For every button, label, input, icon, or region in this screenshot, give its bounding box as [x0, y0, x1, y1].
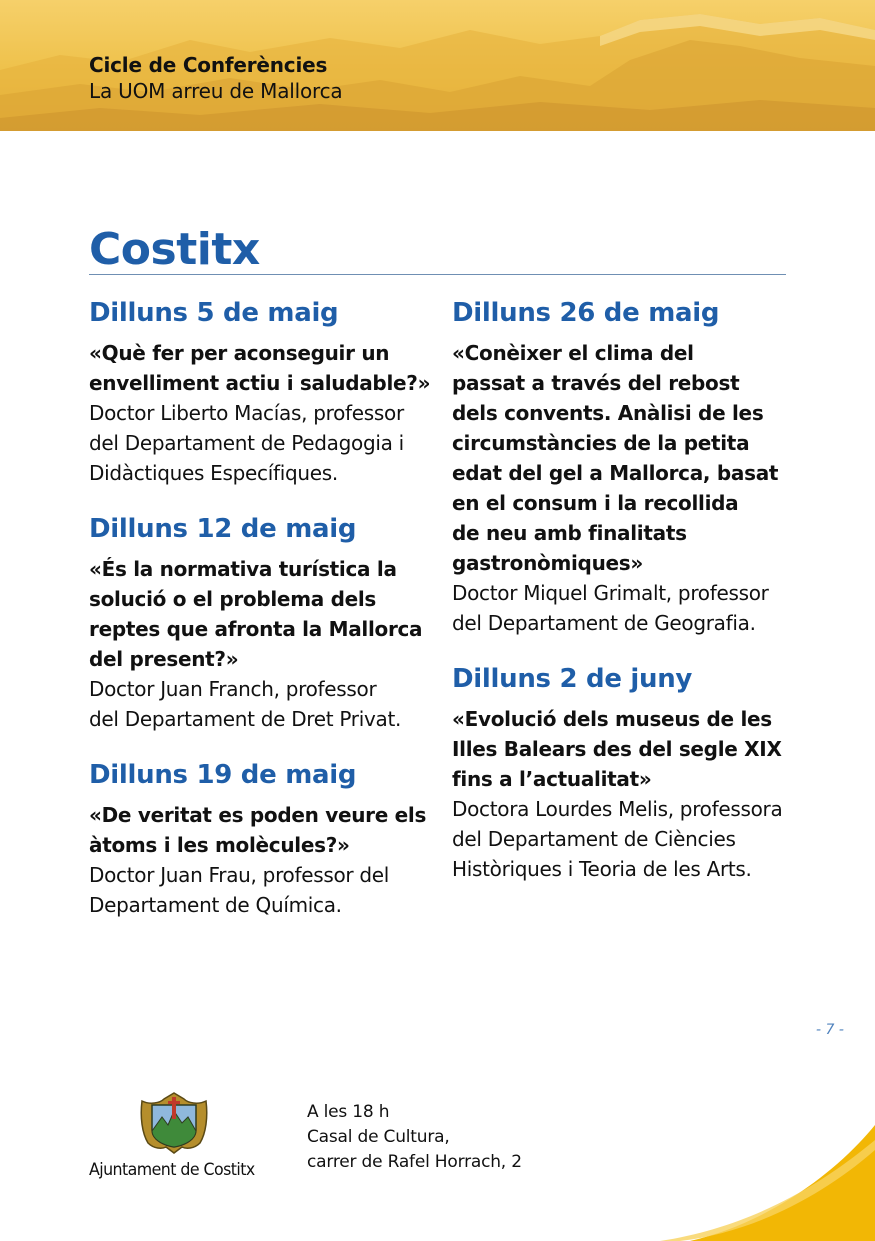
- speaker-info: Doctor Miquel Grimalt, professor del Departament de Geografia.: [452, 581, 769, 635]
- venue-info: [307, 1100, 522, 1175]
- speaker-info: Doctor Liberto Macías, professor del Departament de Pedagogia i Didàctiques Específiques.: [89, 401, 404, 485]
- town-title: Costitx: [89, 224, 260, 275]
- talk-title: «De veritat es poden veure els àtoms i les molècules?»: [89, 803, 427, 857]
- event-date: Dilluns 5 de maig: [89, 298, 339, 328]
- talk-title: «Què fer per aconseguir un envelliment actiu i saludable?»: [89, 341, 431, 395]
- municipality-name: Ajuntament de Costitx: [89, 1160, 255, 1180]
- event-date: Dilluns 26 de maig: [452, 298, 720, 328]
- talk-title: «Evolució dels museus de les Illes Balears des del segle XIX fins a l’actualitat»: [452, 707, 782, 791]
- venue-address: carrer de Rafel Horrach, 2: [307, 1152, 522, 1172]
- event-date: Dilluns 2 de juny: [452, 664, 693, 694]
- speaker-info: Doctor Juan Frau, professor del Departament de Química.: [89, 863, 390, 917]
- series-subtitle: La UOM arreu de Mallorca: [89, 79, 343, 103]
- event-date: Dilluns 19 de maig: [89, 760, 357, 790]
- municipal-crest-icon: [138, 1087, 210, 1157]
- event-time: A les 18 h: [307, 1102, 390, 1122]
- event-date: Dilluns 12 de maig: [89, 514, 357, 544]
- speaker-info: Doctor Juan Franch, professor del Departament de Dret Privat.: [89, 677, 402, 731]
- talk-title: «És la normativa turística la solució o el problema dels reptes que afronta la Mallorca del present?»: [89, 557, 423, 671]
- venue-name: Casal de Cultura,: [307, 1127, 450, 1147]
- speaker-info: Doctora Lourdes Melis, professora del Departament de Ciències Històriques i Teoria de les Arts.: [452, 797, 783, 881]
- series-title: Cicle de Conferències: [89, 53, 328, 77]
- talk-title: «Conèixer el clima del passat a través del rebost dels convents. Anàlisi de les circumstàncies de la petita edat del gel a Mallorca, basat en el consum i la recollida de neu amb finalitats gastronòmiques»: [452, 341, 779, 575]
- page-number: - 7 -: [816, 1022, 844, 1038]
